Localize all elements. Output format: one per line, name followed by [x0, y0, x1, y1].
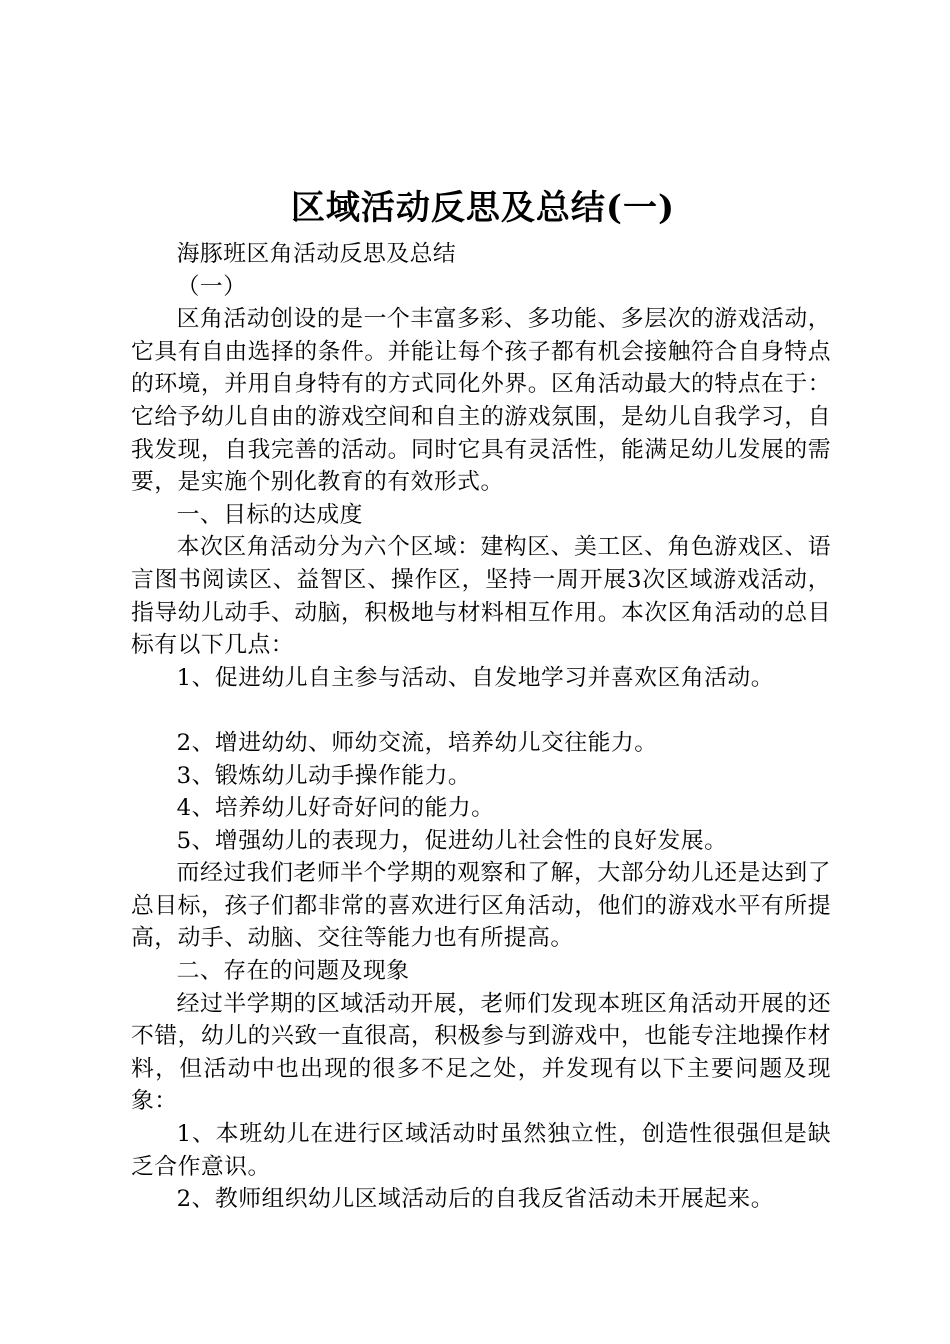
issues-paragraph: 经过半学期的区域活动开展，老师们发现本班区角活动开展的还不错，幼儿的兴致一直很高，积极参与到游戏中，也能专注地操作材料，但活动中也出现的很多不足之处，并发现有以下主要问题及现象： [131, 990, 831, 1115]
document-page [131, 178, 831, 1216]
goal-item-1: 1、促进幼儿自主参与活动、自发地学习并喜欢区角活动。 [176, 664, 775, 691]
document-title: 区域活动反思及总结(一) [290, 188, 676, 228]
blank-line [131, 694, 831, 727]
issue-item-1: 1、本班幼儿在进行区域活动时虽然独立性，创造性很强但是缺乏合作意识。 [131, 1121, 831, 1180]
heading-goals: 一、目标的达成度 [176, 501, 363, 528]
document-body [131, 238, 831, 1216]
goal-item-5: 5、增强幼儿的表现力，促进幼儿社会性的良好发展。 [176, 827, 728, 854]
goal-item-2: 2、增进幼幼、师幼交流，培养幼儿交往能力。 [176, 729, 658, 756]
goal-item-3: 3、锻炼幼儿动手操作能力。 [176, 762, 472, 789]
issue-item-2: 2、教师组织幼儿区域活动后的自我反省活动未开展起来。 [176, 1186, 775, 1213]
section-mark: （一） [176, 273, 247, 300]
achievement-paragraph: 而经过我们老师半个学期的观察和了解，大部分幼儿还是达到了总目标，孩子们都非常的喜欢进行区角活动，他们的游戏水平有所提高，动手、动脑、交往等能力也有所提高。 [131, 860, 831, 952]
subtitle: 海豚班区角活动反思及总结 [176, 241, 457, 267]
intro-paragraph: 区角活动创设的是一个丰富多彩、多功能、多层次的游戏活动，它具有自由选择的条件。并能让每个孩子都有机会接触符合自身特点的环境，并用自身特有的方式同化外界。区角活动最大的特点在于：它给予幼儿自由的游戏空间和自主的游戏氛围，是幼儿自我学习，自我发现，自我完善的活动。同时它具有灵活性，能满足幼儿发展的需要，是实施个别化教育的有效形式。 [131, 306, 831, 496]
heading-issues: 二、存在的问题及现象 [176, 958, 410, 985]
goals-paragraph: 本次区角活动分为六个区域：建构区、美工区、角色游戏区、语言图书阅读区、益智区、操作区，坚持一周开展3次区域游戏活动，指导幼儿动手、动脑，积极地与材料相互作用。本次区角活动的总目标有以下几点： [131, 534, 831, 659]
goal-item-4: 4、培养幼儿好奇好问的能力。 [176, 795, 495, 822]
